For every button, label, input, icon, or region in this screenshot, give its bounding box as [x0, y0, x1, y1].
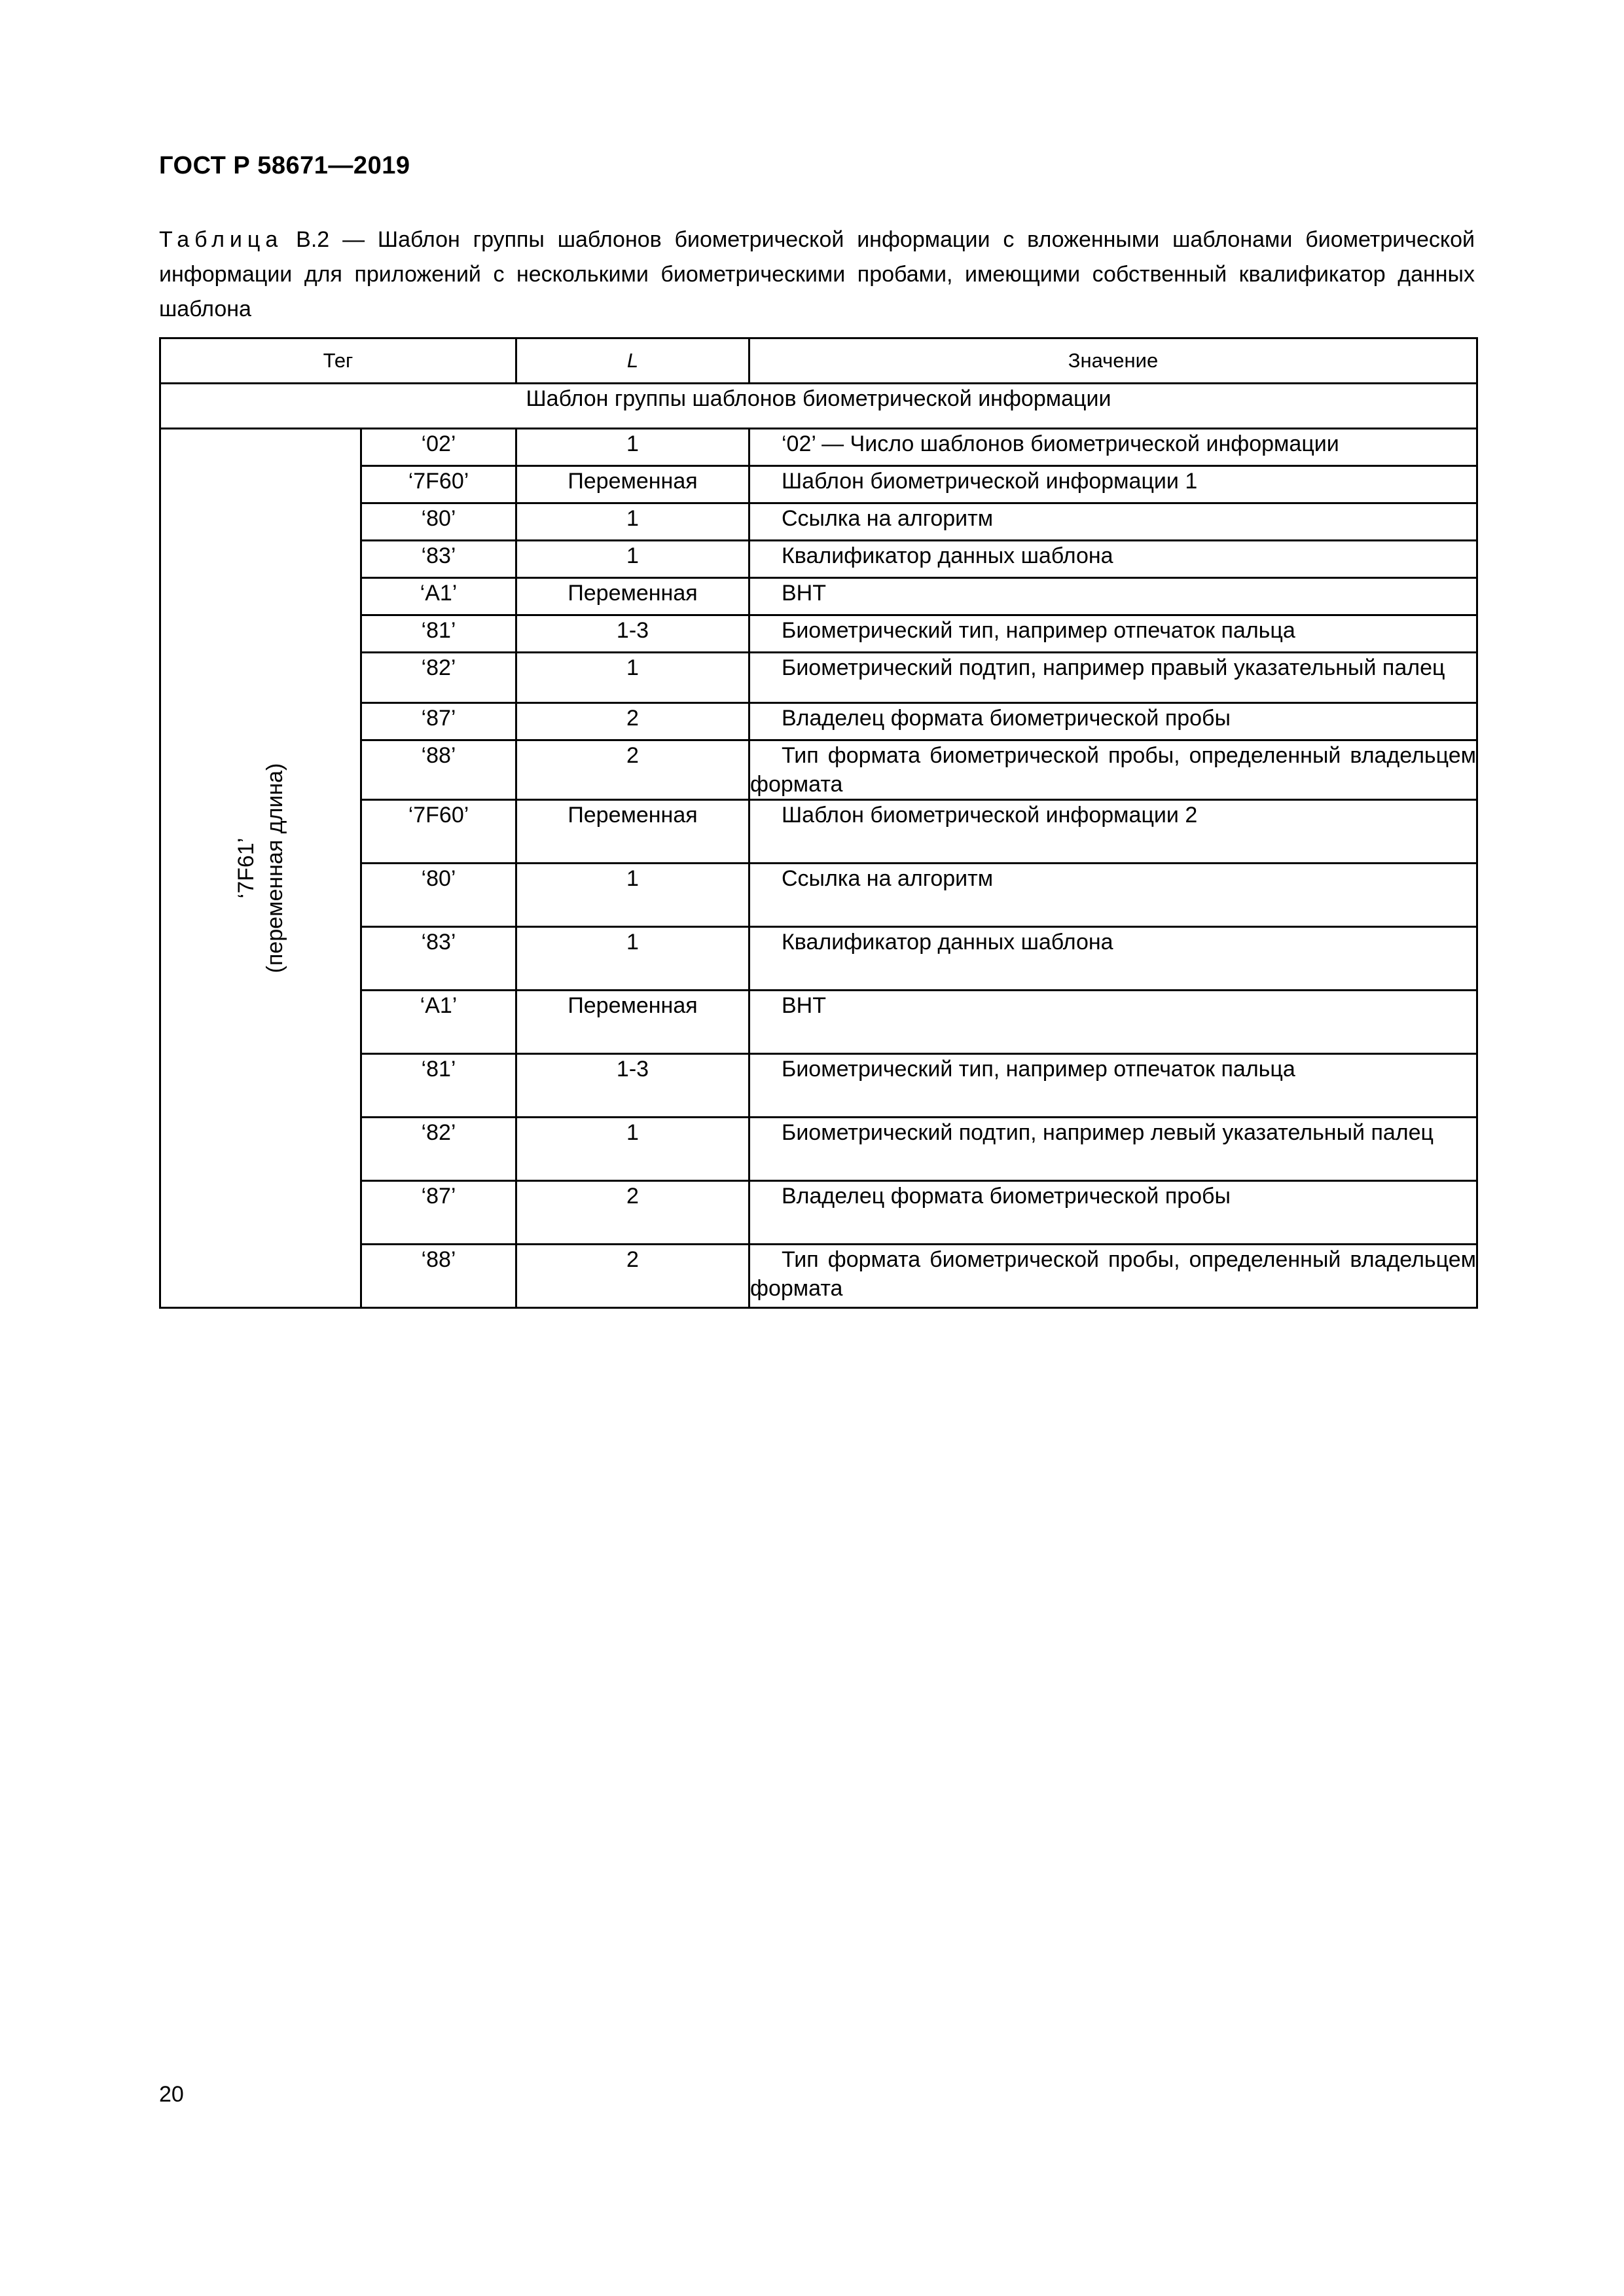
length-cell: 1: [516, 541, 749, 578]
value-text: Тип формата биометрической пробы, определенный владельцем формата: [750, 1247, 1476, 1301]
value-text: Биометрический подтип, например правый указательный палец: [782, 655, 1445, 680]
value-cell: [749, 541, 1477, 578]
value-cell: [749, 927, 1477, 991]
value-text: Ссылка на алгоритм: [782, 506, 994, 531]
value-cell: [749, 578, 1477, 615]
table-row: [160, 429, 1477, 466]
length-cell: 1: [516, 653, 749, 703]
value-cell: [749, 740, 1477, 800]
group-title-row: [160, 384, 1477, 429]
value-text: ВНТ: [782, 581, 826, 606]
template-table: [159, 337, 1478, 1309]
value-cell: [749, 1054, 1477, 1118]
tag-cell: ‘88’: [361, 740, 516, 800]
value-cell: [749, 1181, 1477, 1245]
value-text: Квалификатор данных шаблона: [782, 930, 1113, 955]
tag-cell: ‘87’: [361, 1181, 516, 1245]
length-cell: 1: [516, 429, 749, 466]
caption-number: В.2: [296, 227, 330, 252]
tag-cell: ‘7F60’: [361, 800, 516, 864]
caption-text: — Шаблон группы шаблонов биометрической информации с вложенными шаблонами биометрической информации для приложений с несколькими биометрическими пробами, имеющими собственный квалификатор данных шаблона: [159, 227, 1475, 321]
value-text: Биометрический тип, например отпечаток пальца: [782, 618, 1295, 643]
column-header-value: Значение: [749, 338, 1477, 384]
outer-tag-label: [232, 763, 289, 974]
outer-tag-cell: [160, 429, 361, 1308]
value-cell: [749, 503, 1477, 541]
length-cell: Переменная: [516, 578, 749, 615]
length-cell: 1: [516, 503, 749, 541]
column-header-tag: Тег: [160, 338, 516, 384]
length-cell: 1: [516, 864, 749, 927]
tag-cell: ‘82’: [361, 1118, 516, 1181]
value-cell: [749, 615, 1477, 653]
value-cell: [749, 653, 1477, 703]
length-cell: 2: [516, 1245, 749, 1308]
value-text: Владелец формата биометрической пробы: [782, 1184, 1231, 1209]
table-caption: [159, 223, 1475, 327]
tag-cell: ‘81’: [361, 1054, 516, 1118]
tag-cell: ‘83’: [361, 927, 516, 991]
value-text: Шаблон биометрической информации 1: [782, 469, 1198, 494]
tag-cell: ‘82’: [361, 653, 516, 703]
length-cell: Переменная: [516, 800, 749, 864]
value-text: Квалификатор данных шаблона: [782, 543, 1113, 568]
value-cell: [749, 800, 1477, 864]
value-cell: [749, 864, 1477, 927]
tag-cell: ‘A1’: [361, 578, 516, 615]
value-text: Биометрический подтип, например левый указательный палец: [782, 1120, 1434, 1145]
value-text: Ссылка на алгоритм: [782, 866, 994, 891]
value-cell: [749, 466, 1477, 503]
group-title: Шаблон группы шаблонов биометрической информации: [160, 384, 1477, 429]
value-cell: [749, 703, 1477, 740]
value-text: ВНТ: [782, 993, 826, 1018]
length-cell: 2: [516, 703, 749, 740]
value-text: Биометрический тип, например отпечаток пальца: [782, 1057, 1295, 1082]
length-cell: 1-3: [516, 1054, 749, 1118]
value-cell: [749, 1245, 1477, 1308]
outer-tag-note: (переменная длина): [262, 763, 287, 974]
tag-cell: ‘80’: [361, 864, 516, 927]
outer-tag-value: ‘7F61’: [234, 837, 259, 899]
caption-label: Таблица: [159, 227, 283, 252]
length-cell: 2: [516, 1181, 749, 1245]
tag-cell: ‘80’: [361, 503, 516, 541]
length-cell: Переменная: [516, 991, 749, 1054]
value-cell: [749, 429, 1477, 466]
value-text: Шаблон биометрической информации 2: [782, 803, 1198, 828]
value-text: Владелец формата биометрической пробы: [782, 706, 1231, 731]
tag-cell: ‘88’: [361, 1245, 516, 1308]
column-header-length: L: [516, 338, 749, 384]
length-cell: 2: [516, 740, 749, 800]
length-cell: 1: [516, 1118, 749, 1181]
value-cell: [749, 1118, 1477, 1181]
length-cell: 1: [516, 927, 749, 991]
page-number: 20: [159, 2082, 184, 2107]
value-cell: [749, 991, 1477, 1054]
value-text: ‘02’ — Число шаблонов биометрической информации: [782, 431, 1339, 456]
tag-cell: ‘81’: [361, 615, 516, 653]
tag-cell: ‘02’: [361, 429, 516, 466]
tag-cell: ‘83’: [361, 541, 516, 578]
value-text: Тип формата биометрической пробы, определенный владельцем формата: [750, 743, 1476, 797]
length-cell: Переменная: [516, 466, 749, 503]
document-header: ГОСТ Р 58671—2019: [159, 152, 410, 179]
tag-cell: ‘A1’: [361, 991, 516, 1054]
tag-cell: ‘87’: [361, 703, 516, 740]
table-header-row: [160, 338, 1477, 384]
tag-cell: ‘7F60’: [361, 466, 516, 503]
length-cell: 1-3: [516, 615, 749, 653]
